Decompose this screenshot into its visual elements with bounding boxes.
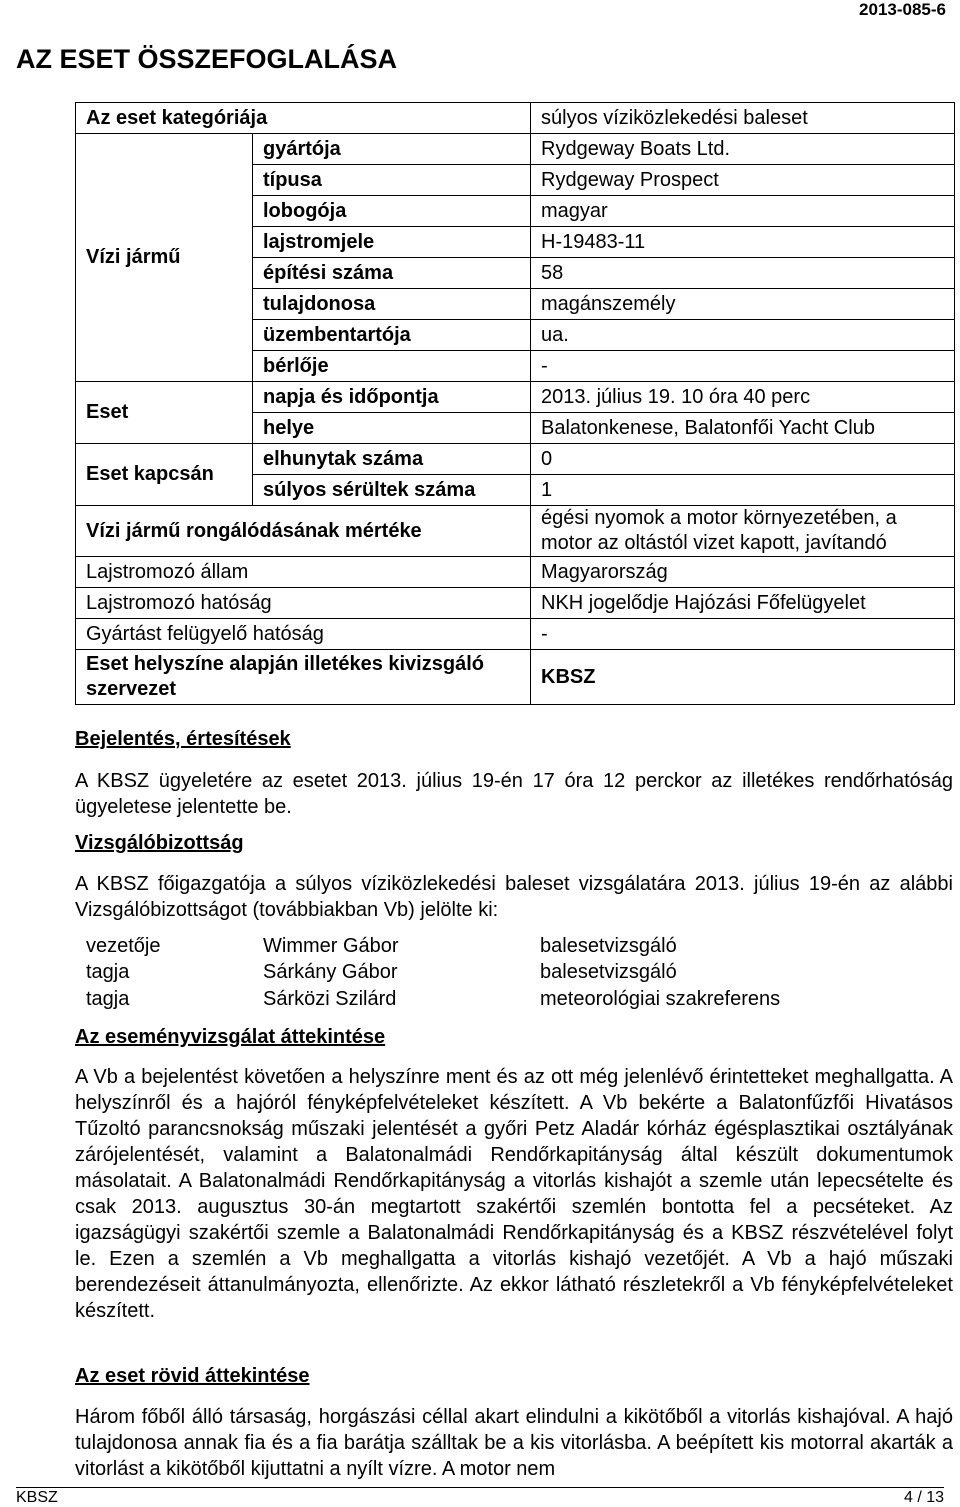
member-title: balesetvizsgáló bbox=[540, 961, 677, 984]
table-row bbox=[76, 382, 955, 413]
owner-label: tulajdonosa bbox=[253, 289, 531, 320]
page-title: AZ ESET ÖSSZEFOGLALÁSA bbox=[16, 44, 398, 74]
committee-heading: Vizsgálóbizottság bbox=[75, 832, 244, 854]
table-row bbox=[76, 444, 955, 475]
damage-value: égési nyomok a motor környezetében, a motor az oltástól vizet kapott, javítandó bbox=[531, 506, 955, 557]
investigating-body-label: Eset helyszíne alapján illetékes kivizsgáló szervezet bbox=[76, 650, 531, 705]
member-row bbox=[86, 960, 780, 987]
fatalities-label: elhunytak száma bbox=[253, 444, 531, 475]
flag-label: lobogója bbox=[253, 196, 531, 227]
table-row bbox=[76, 650, 955, 705]
member-role: tagja bbox=[86, 961, 130, 984]
owner-value: magánszemély bbox=[531, 289, 955, 320]
manufacturing-authority-label: Gyártást felügyelő hatóság bbox=[76, 619, 531, 650]
member-title: balesetvizsgáló bbox=[540, 934, 677, 957]
vessel-group-label: Vízi jármű bbox=[76, 134, 253, 382]
member-title: meteorológiai szakreferens bbox=[540, 987, 781, 1010]
committee-text: A KBSZ főigazgatója a súlyos víziközlekedési baleset vizsgálatára 2013. július 19-én az alábbi Vizsgálóbizottságot (továbbiakban Vb) jelölte ki: bbox=[75, 873, 953, 921]
table-row bbox=[76, 134, 955, 165]
build-number-label: építési száma bbox=[253, 258, 531, 289]
category-value: súlyos víziközlekedési baleset bbox=[531, 103, 955, 134]
date-value: 2013. július 19. 10 óra 40 perc bbox=[531, 382, 955, 413]
investigation-overview-text: A Vb a bejelentést követően a helyszínre ment és az ott még jelenlévő érintetteket meghallgatta. A helyszínről és a hajóról fényképfelvételeket készített. A Vb bekérte a Balatonfűzfői Hivatásos Tűzoltó parancsnokság műszaki jelentését a győri Petz Aladár kórház égésplasztikai osztályának zárójelentését, valamint a Balatonalmádi Rendőrkapitányság által készült dokumentumok másolatait. A Balatonalmádi Rendőrkapitányság a vitorlás kishajót a szemle után lepecsételte és csak 2013. augusztus 30-án megtartott szakértői szemlén bontotta fel a pecséteket. Az igazságügyi szakértői szemle a Balatonalmádi Rendőrkapitányság és a KBSZ részvételével folyt le. Ezen a szemlén a Vb meghallgatta a vitorlás kishajó vezetőjét. A Vb a hajó műszaki berendezéseit áttanulmányozta, ellenőrizte. Az ekkor látható részletekről a Vb fényképfelvételeket készített. bbox=[75, 1066, 953, 1322]
member-role: vezetője bbox=[86, 934, 161, 957]
flag-state-value: Magyarország bbox=[531, 557, 955, 588]
date-label: napja és időpontja bbox=[253, 382, 531, 413]
member-name: Sárközi Szilárd bbox=[263, 987, 397, 1010]
charterer-value: - bbox=[531, 351, 955, 382]
operator-label: üzembentartója bbox=[253, 320, 531, 351]
injuries-label: súlyos sérültek száma bbox=[253, 475, 531, 506]
document-id: 2013-085-6 bbox=[859, 0, 946, 19]
summary-table bbox=[75, 102, 955, 705]
member-name: Sárkány Gábor bbox=[263, 961, 398, 984]
member-row bbox=[86, 933, 780, 960]
registry-authority-label: Lajstromozó hatóság bbox=[76, 588, 531, 619]
operator-value: ua. bbox=[531, 320, 955, 351]
registry-authority-value: NKH jogelődje Hajózási Főfelügyelet bbox=[531, 588, 955, 619]
fatalities-value: 0 bbox=[531, 444, 955, 475]
member-role: tagja bbox=[86, 987, 130, 1010]
committee-members bbox=[86, 933, 780, 1013]
flag-state-label: Lajstromozó állam bbox=[76, 557, 531, 588]
table-row bbox=[76, 588, 955, 619]
member-name: Wimmer Gábor bbox=[263, 934, 399, 957]
manufacturer-value: Rydgeway Boats Ltd. bbox=[531, 134, 955, 165]
category-label: Az eset kategóriája bbox=[76, 103, 531, 134]
type-label: típusa bbox=[253, 165, 531, 196]
page-number: 4 / 13 bbox=[903, 1489, 944, 1506]
build-number-value: 58 bbox=[531, 258, 955, 289]
type-value: Rydgeway Prospect bbox=[531, 165, 955, 196]
consequences-group-label: Eset kapcsán bbox=[76, 444, 253, 506]
location-value: Balatonkenese, Balatonfői Yacht Club bbox=[531, 413, 955, 444]
manufacturing-authority-value: - bbox=[531, 619, 955, 650]
table-row bbox=[76, 103, 955, 134]
notification-text: A KBSZ ügyeletére az esetet 2013. július 19-én 17 óra 12 perckor az illetékes rendőrhatóság ügyeletese jelentette be. bbox=[75, 770, 953, 818]
event-group-label: Eset bbox=[76, 382, 253, 444]
event-overview-text: Három főből álló társaság, horgászási céllal akart elindulni a kikötőből a vitorlás kishajóval. A hajó tulajdonosa annak fia és a fia barátja szálltak be a kis vitorlásba. A beépített kis motorral akarták a vitorlást a kikötőből kijuttatni a nyílt vízre. A motor nem bbox=[75, 1406, 953, 1480]
flag-value: magyar bbox=[531, 196, 955, 227]
manufacturer-label: gyártója bbox=[253, 134, 531, 165]
footer-org: KBSZ bbox=[16, 1489, 58, 1506]
event-overview-heading: Az eset rövid áttekintése bbox=[75, 1365, 310, 1387]
registration-value: H-19483-11 bbox=[531, 227, 955, 258]
investigating-body-value: KBSZ bbox=[531, 650, 955, 705]
charterer-label: bérlője bbox=[253, 351, 531, 382]
table-row bbox=[76, 619, 955, 650]
investigation-overview-heading: Az eseményvizsgálat áttekintése bbox=[75, 1026, 386, 1048]
injuries-value: 1 bbox=[531, 475, 955, 506]
table-row bbox=[76, 506, 955, 557]
location-label: helye bbox=[253, 413, 531, 444]
member-row bbox=[86, 986, 780, 1013]
table-row bbox=[76, 557, 955, 588]
footer-divider bbox=[16, 1487, 944, 1488]
registration-label: lajstromjele bbox=[253, 227, 531, 258]
damage-label: Vízi jármű rongálódásának mértéke bbox=[76, 506, 531, 557]
notification-heading: Bejelentés, értesítések bbox=[75, 728, 291, 750]
